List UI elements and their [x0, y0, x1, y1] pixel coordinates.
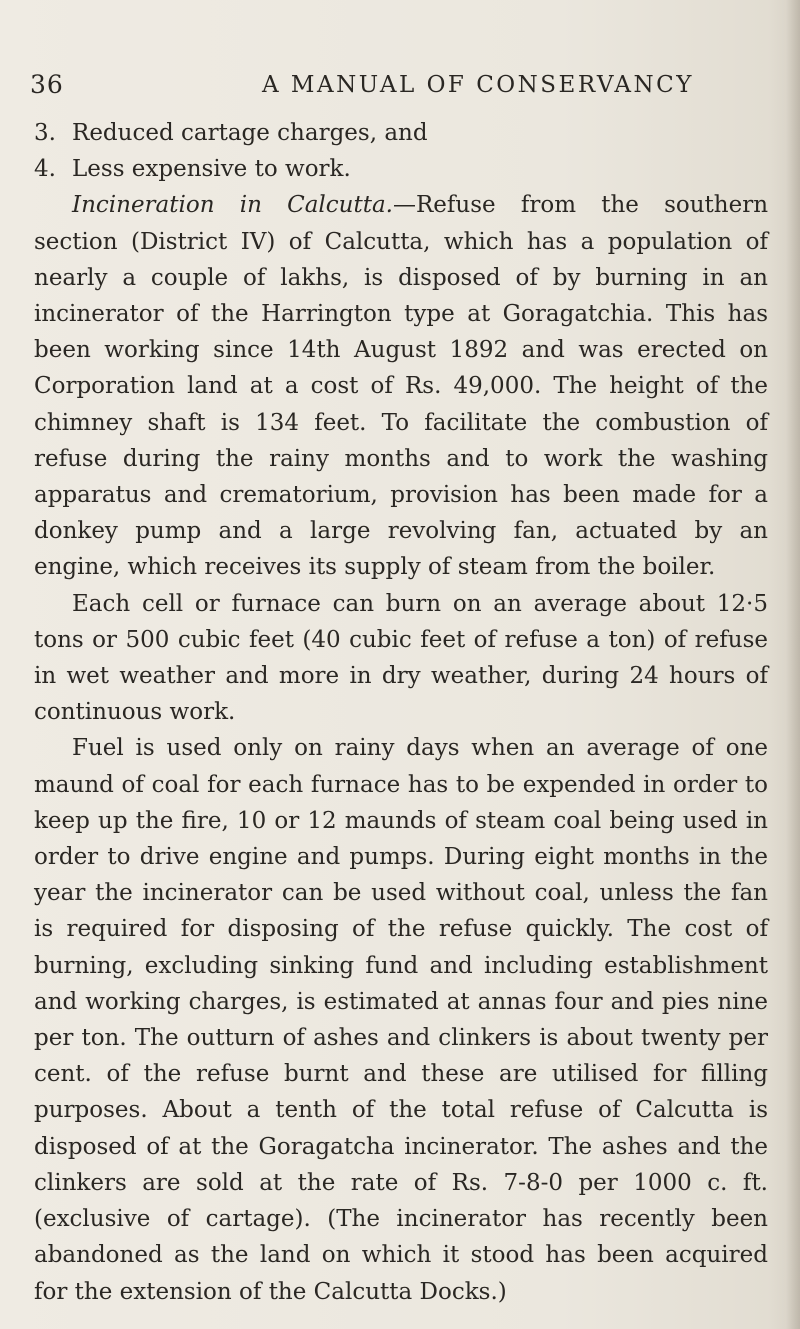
- body-text: [34, 115, 768, 1310]
- paragraph-text: —Refuse from the southern section (District IV) of Calcutta, which has a population of nearly a couple of lakhs, is disposed of by burning in an incinerator of the Harrington type at Goragatchia. This has been working since 14th August 1892 and was erected on Corporation land at a cost of Rs. 49,000. The height of the chimney shaft is 134 feet. To facilitate the combustion of refuse during the rainy months and to work the washing apparatus and crematorium, provision has been made for a donkey pump and a large revolving fan, actuated by an engine, which receives its supply of steam from the boiler.: [34, 192, 769, 581]
- list-number: 4.: [34, 156, 56, 183]
- list-text: Reduced cartage charges, and: [72, 120, 428, 146]
- paragraph: Fuel is used only on rainy days when an average of one maund of coal for each furnace has to be expended in order to keep up the fire, 10 or 12 maunds of steam coal being used in order to drive engine and pumps. During eight months in the year the incinerator can be used without coal, unless the fan is required for disposing of the refuse quickly. The cost of burning, excluding sinking fund and including establishment and working charges, is estimated at annas four and pies nine per ton. The outturn of ashes and clinkers is about twenty per cent. of the refuse burnt and these are utilised for filling purposes. About a tenth of the total refuse of Calcutta is disposed of at the Goragatcha incinerator. The ashes and the clinkers are sold at the rate of Rs. 7-8-0 per 1000 c. ft. (exclusive of cartage). (The incinerator has recently been abandoned as the land on which it stood has been acquired for the extension of the Calcutta Docks.): [34, 735, 768, 1305]
- list-item: [34, 151, 768, 187]
- running-head: A MANUAL OF CONSERVANCY: [262, 72, 694, 98]
- paragraph: [34, 187, 768, 585]
- list-text: Less expensive to work.: [72, 156, 351, 183]
- page-edge-shadow: [786, 0, 800, 1329]
- list-number: 3.: [34, 120, 56, 146]
- page-header: [0, 70, 800, 106]
- paragraph: Each cell or furnace can burn on an average about 12·5 tons or 500 cubic feet (40 cubic feet of refuse a ton) of refuse in wet weather and more in dry weather, during 24 hours of continuous work.: [34, 590, 768, 726]
- page-number: 36: [30, 70, 64, 99]
- list-item: [34, 115, 768, 151]
- section-heading: Incineration in Calcutta.: [72, 192, 393, 219]
